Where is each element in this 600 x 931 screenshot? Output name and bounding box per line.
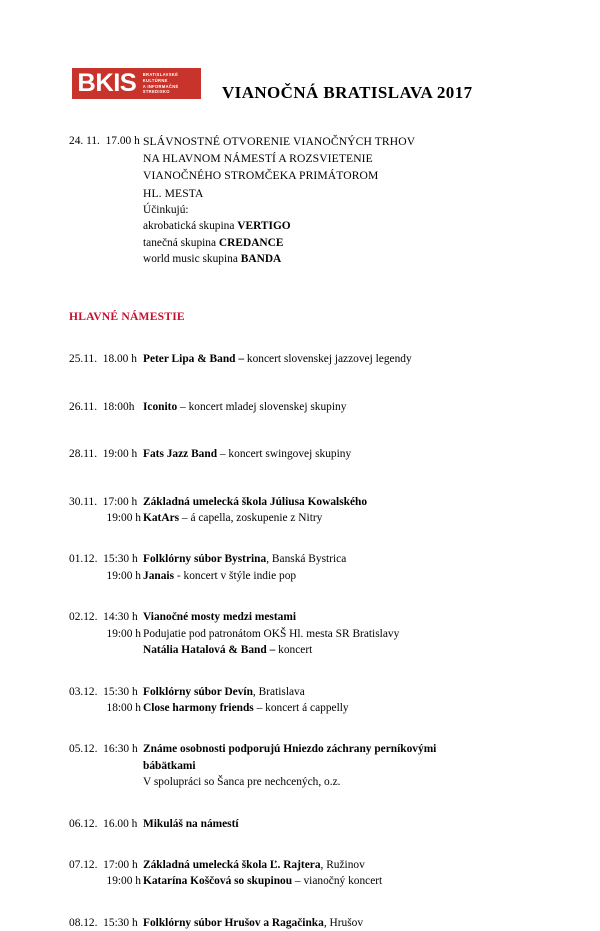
- schedule-event-row: [0, 857, 600, 890]
- event-line: [143, 741, 560, 757]
- opening-event-caps-line: SLÁVNOSTNÉ OTVORENIE VIANOČNÝCH TRHOV: [143, 135, 416, 148]
- event-line: [143, 758, 560, 774]
- event-time-primary: 07.12. 17:00 h: [69, 858, 138, 871]
- event-time-secondary: 19:00 h: [106, 569, 141, 582]
- event-line-title: KatArs: [143, 512, 182, 525]
- event-line-detail: , Bratislava: [252, 685, 305, 698]
- opening-event-caps-line: VIANOČNÉHO STROMČEKA PRIMÁTOROM: [143, 169, 379, 183]
- performer-prefix: akrobatická skupina: [143, 220, 238, 233]
- event-line-detail: V spolupráci so Šanca pre nechcených, o.z.: [143, 776, 341, 789]
- event-time-tertiary: 19:00 h: [106, 627, 141, 640]
- event-line-detail: – vianočný koncert: [294, 875, 383, 888]
- event-time-column: [0, 351, 143, 367]
- event-line-title: Fats Jazz Band: [143, 448, 220, 461]
- schedule-event-row: [0, 494, 600, 527]
- performer-line: [143, 235, 560, 251]
- event-line-detail: – koncert mladej slovenskej skupiny: [180, 400, 347, 413]
- event-line-title: Close harmony friends: [143, 701, 257, 714]
- opening-event-row: [0, 133, 600, 267]
- event-time-column: [0, 609, 143, 642]
- bkis-logo-subtitle-line-4: STREDISKO: [142, 89, 170, 95]
- event-time-primary: 30.11. 17:00 h: [69, 495, 138, 508]
- event-time-column: [0, 816, 143, 832]
- event-time-primary: 25.11. 18.00 h: [69, 353, 137, 366]
- event-time-column: [0, 494, 143, 527]
- event-time-secondary: 19:00 h: [106, 875, 141, 888]
- event-line: [143, 609, 560, 625]
- event-time-column: [0, 915, 143, 931]
- performers-label: Účinkujú:: [143, 203, 189, 216]
- event-time-primary: 28.11. 19:00 h: [69, 448, 138, 461]
- schedule-event-row: [0, 816, 600, 832]
- schedule-event-row: [0, 351, 600, 367]
- event-line: [143, 510, 560, 526]
- event-line-detail: Podujatie pod patronátom OKŠ Hl. mesta SR Bratislavy: [143, 627, 400, 640]
- event-description-column: [143, 399, 600, 415]
- schedule-event-row: [0, 684, 600, 717]
- event-description-column: [143, 551, 600, 584]
- event-line-title: Známe osobnosti podporujú Hniezdo záchrany perníkovými: [143, 743, 437, 756]
- schedule-event-row: [0, 399, 600, 415]
- schedule-event-row: [0, 551, 600, 584]
- event-time-primary: 03.12. 15:30 h: [69, 685, 138, 698]
- event-line-title: Mikuláš na námestí: [143, 817, 239, 830]
- event-description-column: [143, 915, 600, 931]
- event-description-column: [143, 857, 600, 890]
- event-line-detail: , Ružinov: [320, 858, 365, 871]
- opening-event-caps-line: HL. MESTA: [143, 186, 204, 200]
- event-line-title: bábätkami: [143, 759, 196, 772]
- event-description-column: [143, 351, 600, 367]
- event-line-title: Janais: [143, 569, 177, 582]
- event-line: [143, 700, 560, 716]
- performer-line: [143, 218, 560, 234]
- opening-event-caps-line: NA HLAVNOM NÁMESTÍ A ROZSVIETENIE: [143, 152, 373, 166]
- event-line-detail: , Banská Bystrica: [266, 553, 347, 566]
- event-line: [143, 684, 560, 700]
- performer-line: [143, 251, 560, 267]
- event-time-column: [0, 684, 143, 717]
- performer-name: BANDA: [240, 253, 282, 266]
- event-line-detail: – koncert swingovej skupiny: [219, 448, 352, 461]
- event-time-primary: 08.12. 15:30 h: [69, 916, 138, 929]
- schedule-event-row: [0, 741, 600, 790]
- opening-event-time: 24. 11. 17.00 h: [69, 135, 140, 147]
- event-line-detail: – koncert á cappelly: [256, 701, 349, 714]
- event-time-column: [0, 857, 143, 890]
- event-line: [143, 642, 560, 658]
- event-time-column: [0, 741, 143, 757]
- schedule-event-row: [0, 609, 600, 658]
- event-time-primary: 05.12. 16:30 h: [69, 743, 138, 756]
- event-time-column: [0, 399, 143, 415]
- performer-prefix: tanečná skupina: [143, 236, 219, 249]
- event-line: [143, 915, 560, 931]
- event-line-title: Folklórny súbor Hrušov a Ragačinka: [143, 916, 324, 929]
- schedule-event-row: [0, 446, 600, 462]
- event-time-secondary: 19:00 h: [106, 512, 141, 525]
- event-line: [143, 399, 560, 415]
- opening-event-details: [143, 133, 600, 267]
- event-line: [143, 816, 560, 832]
- event-line: [143, 446, 560, 462]
- event-description-column: [143, 494, 600, 527]
- event-time-primary: 26.11. 18:00h: [69, 400, 135, 413]
- event-line: [143, 857, 560, 873]
- event-time-column: [0, 551, 143, 584]
- event-line-title: Katarína Koščová so skupinou: [143, 875, 295, 888]
- event-description-column: [143, 609, 600, 658]
- event-time-primary: 02.12. 14:30 h: [69, 611, 138, 624]
- bkis-wordmark: BKIS: [77, 69, 137, 97]
- bkis-logo-subtitle-line-2: KULTÚRNE: [142, 77, 168, 83]
- event-time-primary: 01.12. 15:30 h: [69, 553, 138, 566]
- performer-prefix: world music skupina: [143, 253, 241, 266]
- event-description-column: [143, 741, 600, 790]
- performer-name: CREDANCE: [218, 236, 284, 249]
- event-line-detail: koncert: [278, 644, 313, 657]
- performer-name: VERTIGO: [237, 220, 291, 233]
- event-description-column: [143, 816, 600, 832]
- event-line: [143, 568, 560, 584]
- event-line: [143, 351, 560, 367]
- event-line-title: Iconito: [143, 400, 181, 413]
- event-line-detail: - koncert v štýle indie pop: [176, 569, 297, 582]
- schedule-event-row: [0, 915, 600, 931]
- event-line-title: Peter Lipa & Band –: [143, 353, 247, 366]
- event-line-title: Základná umelecká škola Ľ. Rajtera: [143, 858, 321, 871]
- section-heading: HLAVNÉ NÁMESTIE: [69, 310, 185, 324]
- page-title: VIANOČNÁ BRATISLAVA 2017: [222, 83, 473, 102]
- event-time-secondary: 18:00 h: [106, 701, 141, 714]
- event-line: [143, 626, 560, 642]
- event-time-primary: 06.12. 16.00 h: [69, 817, 138, 830]
- bkis-logo-subtitle-line-1: BRATISLAVSKÉ: [142, 72, 179, 78]
- event-line-title: Základná umelecká škola Júliusa Kowalského: [143, 495, 368, 508]
- event-line-detail: koncert slovenskej jazzovej legendy: [246, 353, 412, 366]
- event-line-detail: , Hrušov: [323, 916, 364, 929]
- event-description-column: [143, 446, 600, 462]
- event-time-column: [0, 446, 143, 462]
- event-line-title: Vianočné mosty medzi mestami: [143, 611, 297, 624]
- event-line: [143, 494, 560, 510]
- event-line: [143, 551, 560, 567]
- event-line: [143, 774, 560, 790]
- event-line-detail: – á capella, zoskupenie z Nitry: [181, 512, 323, 525]
- event-line-title: Natália Hatalová & Band –: [143, 644, 279, 657]
- event-line: [143, 873, 560, 889]
- event-description-column: [143, 684, 600, 717]
- event-line-title: Folklórny súbor Bystrina: [143, 553, 267, 566]
- event-line-title: Folklórny súbor Devín: [143, 685, 253, 698]
- bkis-logo-subtitle-line-3: A INFORMAČNÉ: [142, 83, 179, 89]
